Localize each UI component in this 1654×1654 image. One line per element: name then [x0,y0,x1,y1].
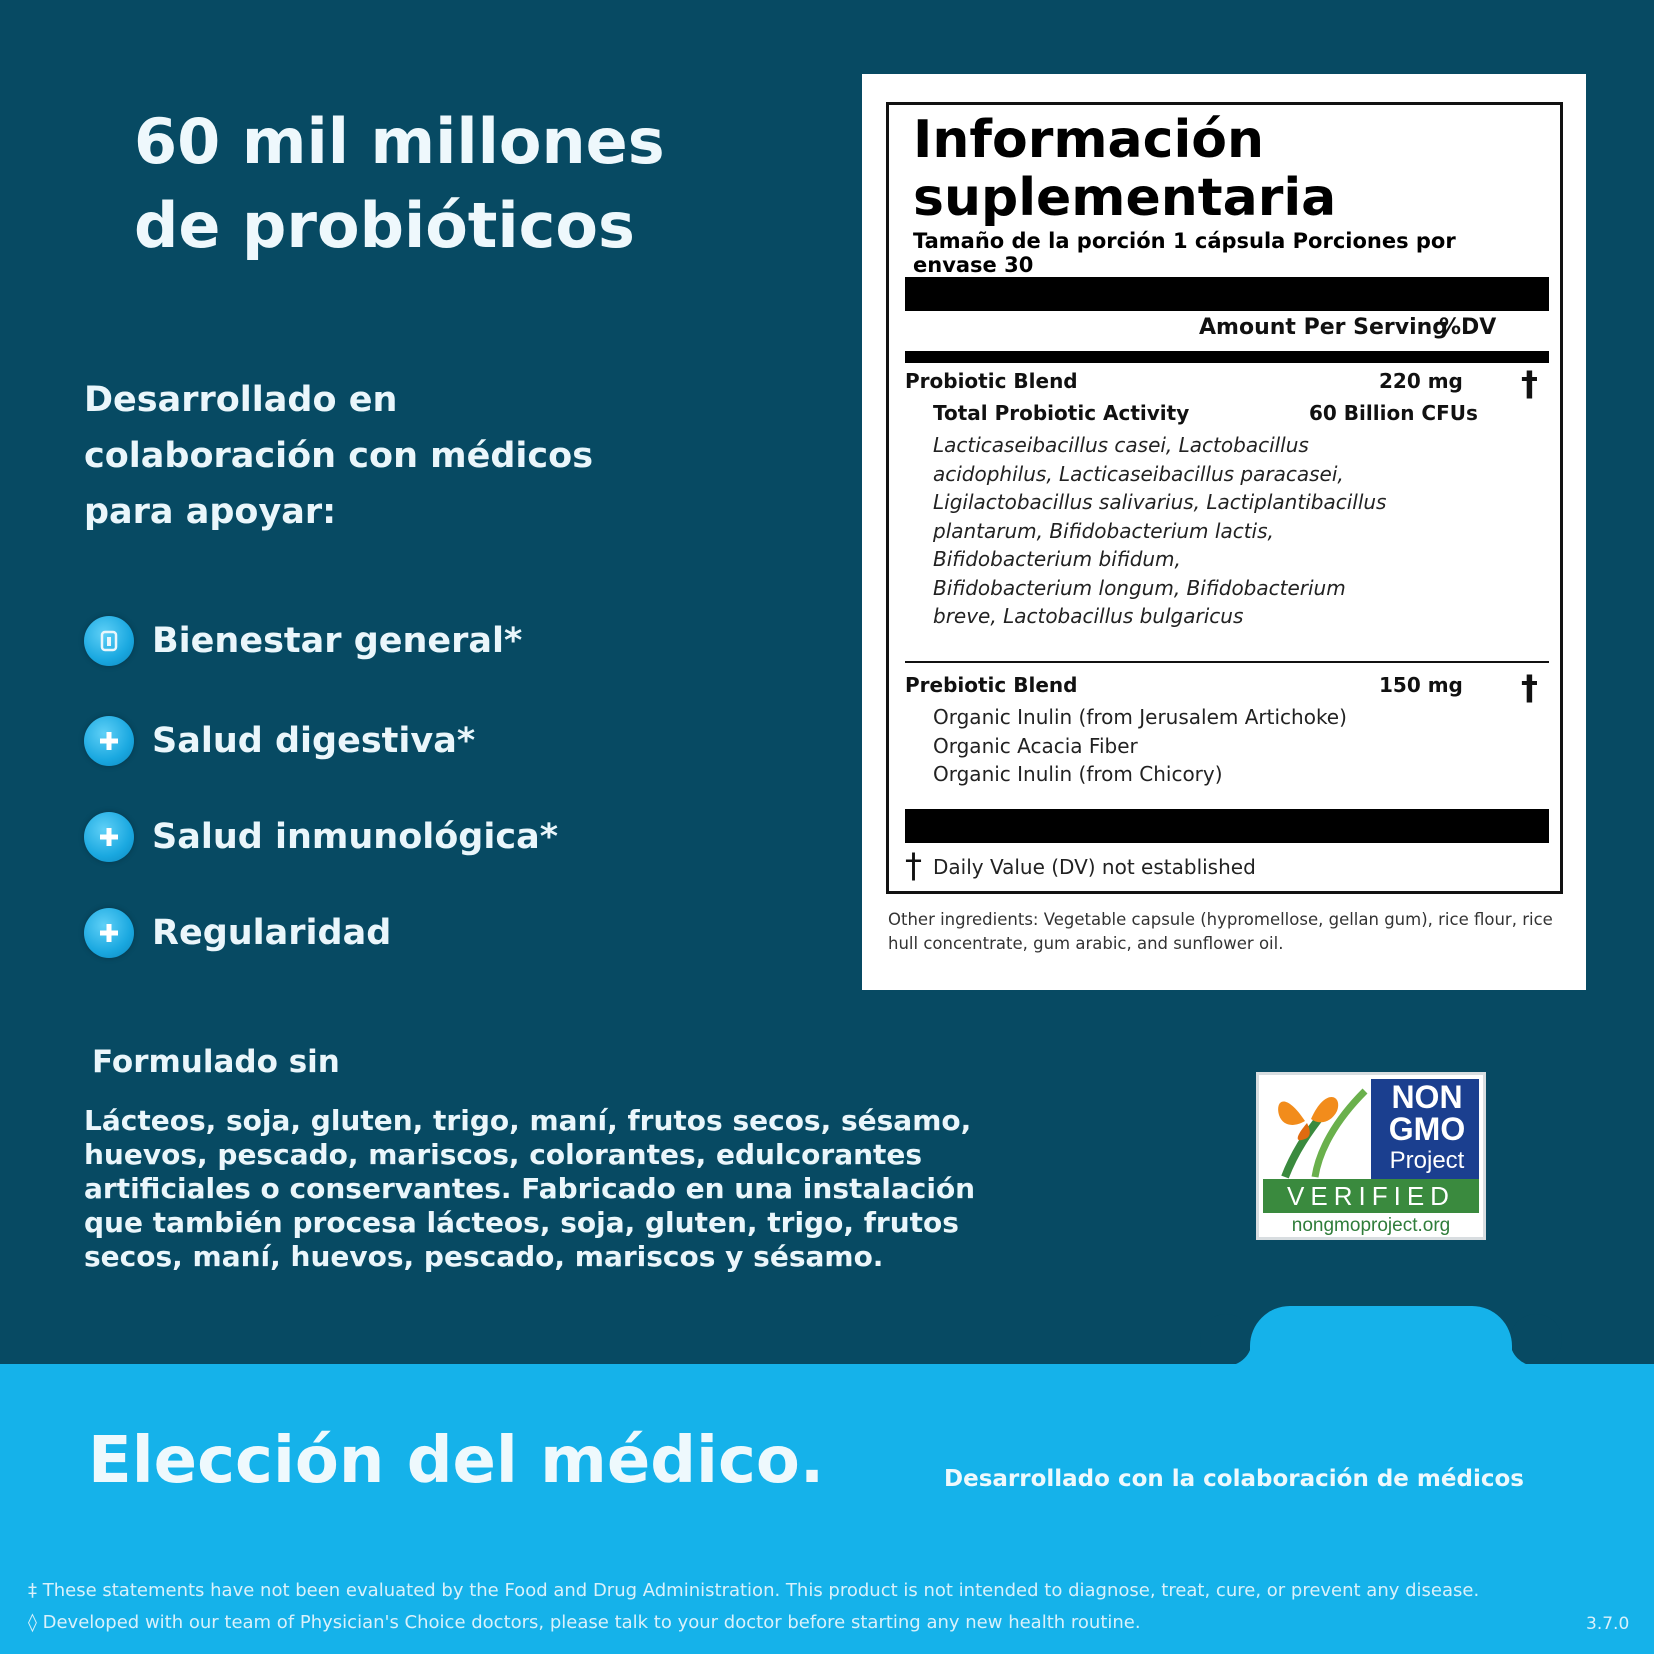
dagger-symbol: † [1521,364,1538,404]
fda-disclaimer: ‡ These statements have not been evaluated by the Food and Drug Administration. This product is not intended to diagnose, treat, cure, or prevent any disease. [28,1580,1480,1601]
panel-title-line-2: suplementaria [913,168,1337,228]
prebiotic-item: Organic Inulin (from Jerusalem Artichoke) [933,705,1347,729]
panel-title [913,111,1553,227]
intro-line-2: colaboración con médicos [84,436,594,476]
butterfly-icon [1265,1081,1373,1179]
benefit-label: Bienestar general* [152,621,523,661]
benefit-label: Salud digestiva* [152,721,476,761]
panel-title-line-1: Información [913,110,1265,170]
strain-line: Bifidobacterium bifidum, [933,547,1181,571]
header-dv: %DV [1439,315,1497,340]
plus-icon [84,716,134,766]
plus-icon [84,812,134,862]
dagger-symbol: † [1521,668,1538,708]
prebiotic-blend-name: Prebiotic Blend [905,673,1078,697]
supplement-facts-box [886,102,1563,894]
intro-line-1: Desarrollado en [84,380,398,420]
prebiotic-item: Organic Inulin (from Chicory) [933,762,1223,786]
prebiotic-blend-amount: 150 mg [1379,673,1463,697]
wellness-icon [84,616,134,666]
footer-slogan-sub: Desarrollado con la colaboración de médicos [944,1466,1524,1492]
probiotic-strains [933,431,1423,631]
prebiotic-item: Organic Acacia Fiber [933,733,1138,758]
headline-line-2: de probióticos [134,189,635,262]
dv-note: Daily Value (DV) not established [933,855,1256,879]
strain-line: breve, Lactobacillus bulgaricus [933,604,1244,628]
intro-text [84,372,644,540]
plus-icon [84,908,134,958]
header-amount: Amount Per Serving [1199,315,1449,340]
non-gmo-badge [1256,1072,1486,1240]
probiotic-activity-value: 60 Billion CFUs [1309,401,1478,425]
strain-line: acidophilus, Lacticaseibacillus paracasei, [933,461,1344,486]
divider-bar [905,277,1549,311]
divider-bar [905,351,1549,363]
version-label: 3.7.0 [1586,1614,1630,1634]
supplement-facts-panel [862,74,1586,990]
footer-band [0,1364,1654,1654]
benefit-item-immune [84,812,558,862]
badge-project: Project [1389,1147,1465,1174]
headline [134,100,754,268]
strain-line: Bifidobacterium longum, Bifidobacterium [933,575,1346,600]
intro-line-3: para apoyar: [84,492,337,532]
formulated-body: Lácteos, soja, gluten, trigo, maní, frutos secos, sésamo, huevos, pescado, mariscos, colorantes, edulcorantes artificiales o conservantes. Fabricado en una instalación que también procesa lácteos, soja, gluten, trigo, frutos secos, maní, huevos, pescado, mariscos y sésamo. [84,1104,976,1273]
badge-verified: VERIFIED [1263,1179,1479,1213]
probiotic-activity-label: Total Probiotic Activity [933,401,1190,425]
benefit-item-wellness [84,616,522,666]
strain-line: plantarum, Bifidobacterium lactis, [933,518,1274,543]
probiotic-blend-name: Probiotic Blend [905,369,1078,393]
prebiotic-items [933,703,1347,789]
probiotic-blend-amount: 220 mg [1379,369,1463,393]
doctor-disclaimer: ◊ Developed with our team of Physician's Choice doctors, please talk to your doctor before starting any new health routine. [28,1612,1141,1633]
benefit-item-digestive [84,716,475,766]
formulated-heading: Formulado sin [92,1044,340,1080]
other-ingredients: Other ingredients: Vegetable capsule (hypromellose, gellan gum), rice flour, rice hull concentrate, gum arabic, and sunflower oil. [888,910,1553,953]
footer-slogan: Elección del médico. [88,1424,825,1498]
benefit-label: Regularidad [152,913,392,953]
strain-line: Ligilactobacillus salivarius, Lactiplantibacillus [933,490,1387,514]
band-tab-fillet [1510,1314,1562,1366]
dagger-symbol: † [905,846,922,886]
badge-url: nongmoproject.org [1291,1215,1451,1236]
benefit-label: Salud inmunológica* [152,817,559,857]
band-tab-fillet [1200,1314,1252,1366]
headline-line-1: 60 mil millones [134,105,665,178]
divider-bar [905,809,1549,843]
badge-non: NON [1391,1079,1463,1115]
serving-info: Tamaño de la porción 1 cápsula Porciones por envase 30 [913,229,1456,277]
benefit-item-regularity [84,908,391,958]
divider-line [905,661,1549,663]
badge-gmo: GMO [1388,1111,1466,1147]
strain-line: Lacticaseibacillus casei, Lactobacillus [933,433,1309,457]
